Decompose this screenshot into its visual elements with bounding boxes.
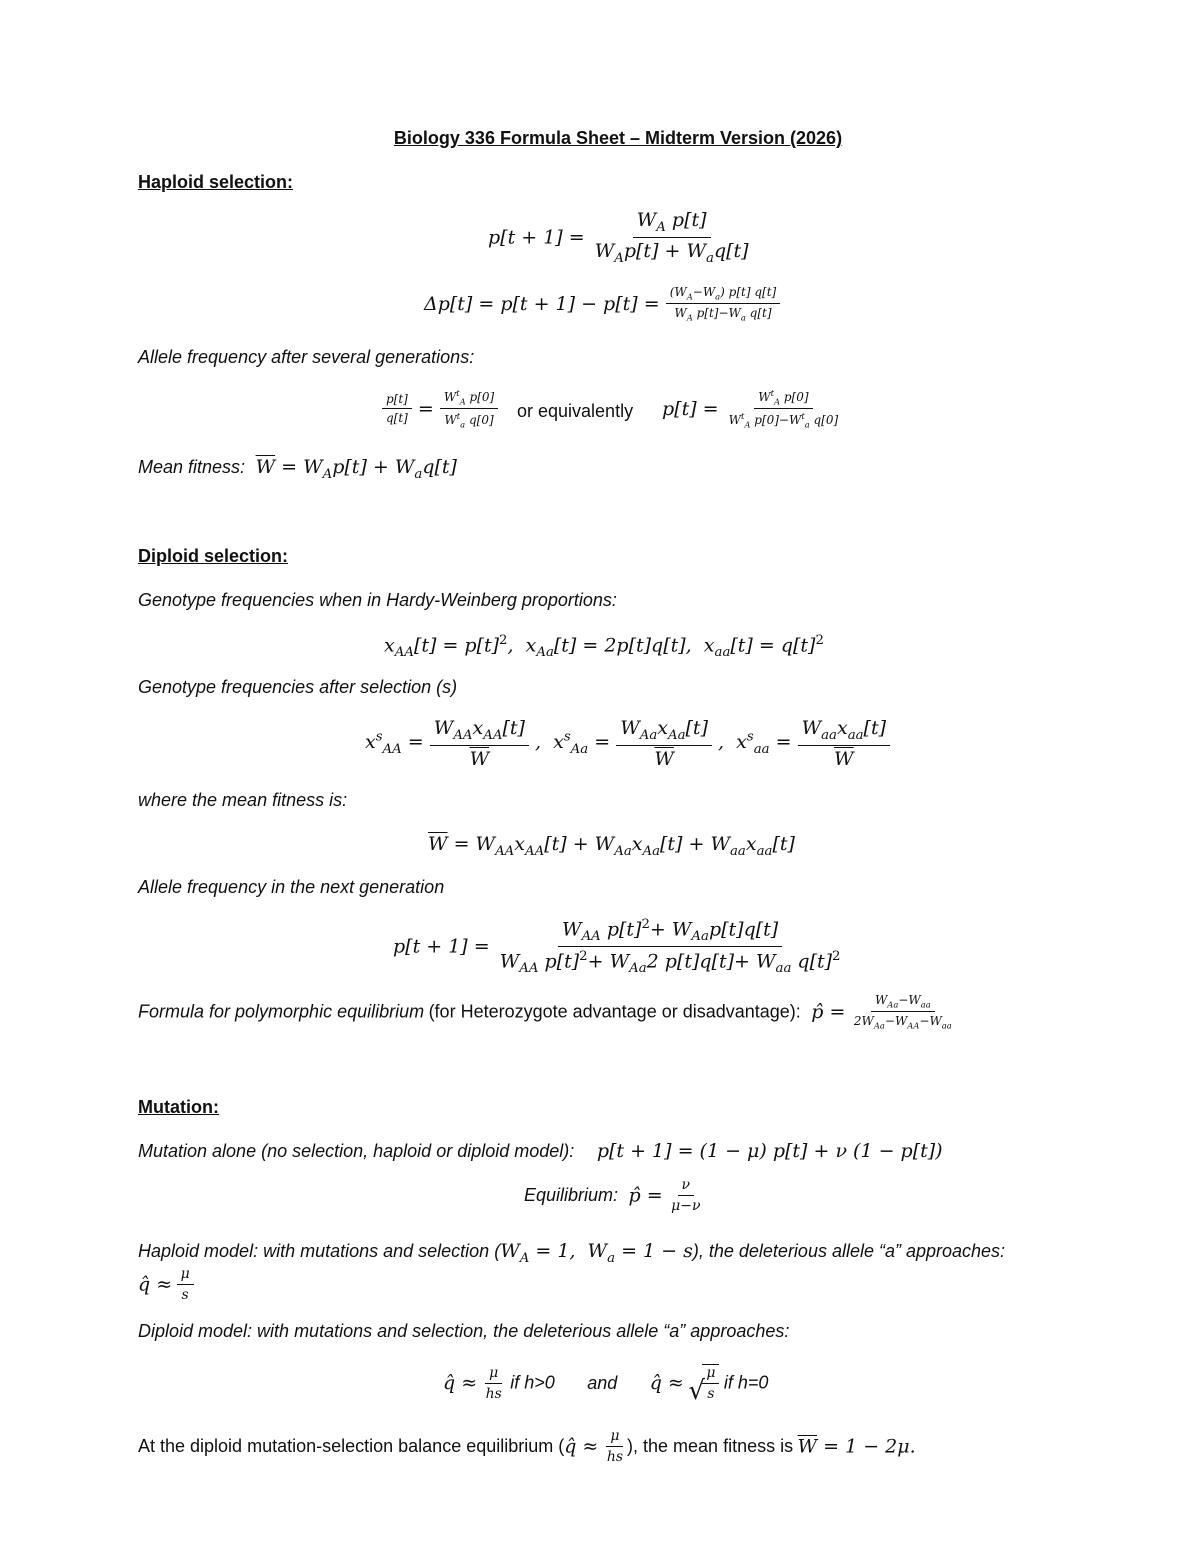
polymorphic-paren: (for Heterozygote advantage or disadvantage): [428, 1001, 801, 1022]
mutation-equilibrium: Equilibrium: p̂ = $\frac{\nu}{\mu-\nu}$ [524, 1177, 701, 1214]
where-mean-fitness-label: where the mean fitness is: [138, 790, 348, 810]
haploid-ratio-eq: $\frac{p[t]}{q[t]}$ = $\frac{W^t_A p[0]}{W^t_a q[0]}$ [382, 388, 498, 430]
balance-text-1: At the diploid mutation-selection balance equilibrium ( [138, 1436, 565, 1456]
haploid-recursion-eq: p[t + 1] = $\frac{W_A p[t]}{W_Ap[t] + W_aq[t]}$ [488, 209, 749, 266]
hardy-weinberg-eq: $x_{AA}[t] = p[t]^2$, $x_{Aa}[t] = 2p[t]q[t]$, $x_{aa}[t] = q[t]^2$ [384, 633, 824, 661]
mutation-heading: Mutation: [138, 1097, 219, 1117]
haploid-heading: Haploid selection: [138, 172, 294, 192]
diploid-q-hat-eqs: q̂ ≈ $\frac{\mu}{hs}$ if h>0 and q̂ ≈ √ $\frac{\mu}{s}$ if h=0 [443, 1364, 769, 1406]
haploid-model-tail: ), the deleterious allele “a” approaches: [692, 1241, 1006, 1261]
mutation-alone-label: Mutation alone (no selection, haploid or diploid model): [138, 1141, 575, 1161]
after-selection-label: Genotype frequencies after selection (s) [138, 677, 458, 697]
haploid-model-label: Haploid model: with mutations and selection ( [138, 1241, 501, 1261]
diploid-mean-fitness-eq: $\overline{W} = W_{AA}x_{AA}[t] + W_{Aa}x_{Aa}[t] + W_{aa}x_{aa}[t]$ [428, 833, 795, 859]
and-text: and [587, 1372, 618, 1393]
next-generation-label: Allele frequency in the next generation [138, 877, 445, 897]
if-h-zero: if h=0 [723, 1372, 769, 1393]
haploid-mean-fitness: Mean fitness: $\overline{W} = W_Ap[t] + W_aq[t]$ [138, 456, 457, 482]
or-equivalently-text: or equivalently [517, 401, 634, 421]
mutation-selection-balance: At the diploid mutation-selection balance equilibrium (q̂ ≈ $\frac{\mu}{hs}$ ), the mean fitness is $\overline{W} = 1 - 2\mu$. [138, 1428, 916, 1465]
haploid-delta-p-eq: Δp[t] = p[t + 1] − p[t] = $\frac{(W_A-W_a) p[t] q[t]}{W_A p[t]-W_a q[t]}$ [424, 285, 780, 323]
diploid-recursion-eq: p[t + 1] = $\frac{W_{AA} p[t]^2+ W_{Aa}p[t]q[t]}{W_{AA} p[t]^2+ W_{Aa}2 p[t]q[t]+ W_{aa} q[t]^2}$ [393, 917, 841, 977]
haploid-mutation-selection: Haploid model: with mutations and selection ($W_A = 1$, $W_a = 1 - s$), the deleterious allele “a” approaches: [138, 1240, 1006, 1266]
several-generations-label: Allele frequency after several generations: [138, 347, 475, 367]
haploid-closed-form-eq: p[t] = $\frac{W^t_A p[0]}{W^t_A p[0]-W^t_a q[0]}$ [662, 388, 839, 430]
mutation-alone: Mutation alone (no selection, haploid or diploid model): p[t + 1] = (1 − μ) p[t] + ν (1 − p[t]) [138, 1140, 943, 1162]
if-h-positive: if h>0 [510, 1372, 555, 1393]
after-selection-eq: $x^s_{AA}$ = $\frac{W_{AA}x_{AA}[t]}{W}$ , $x^s_{Aa}$ = $\frac{W_{Aa}x_{Aa}[t]}{W}$ , $x^s_{aa}$ = $\frac{W_{aa}x_{aa}[t]}{W}$ [365, 717, 890, 770]
equilibrium-label: Equilibrium: [524, 1185, 619, 1205]
diploid-model-label: Diploid model: with mutations and selection, the deleterious allele “a” approaches: [138, 1321, 790, 1341]
mean-fitness-label: Mean fitness: [138, 457, 246, 477]
hardy-weinberg-label: Genotype frequencies when in Hardy-Weinberg proportions: [138, 590, 617, 610]
polymorphic-equilibrium: Formula for polymorphic equilibrium (for Heterozygote advantage or disadvantage): p̂ = $\frac{W_{Aa}-W_{aa}}{2W_{Aa}-W_{AA}-W_{aa}}$ [138, 993, 952, 1031]
page-title: Biology 336 Formula Sheet – Midterm Version (2026) [393, 128, 843, 148]
balance-text-2: ), the mean fitness is [627, 1436, 794, 1456]
polymorphic-label: Formula for polymorphic equilibrium [138, 1001, 425, 1022]
diploid-heading: Diploid selection: [138, 546, 289, 566]
haploid-q-hat-eq: q̂ ≈ $\frac{\mu}{s}$ [138, 1266, 194, 1303]
